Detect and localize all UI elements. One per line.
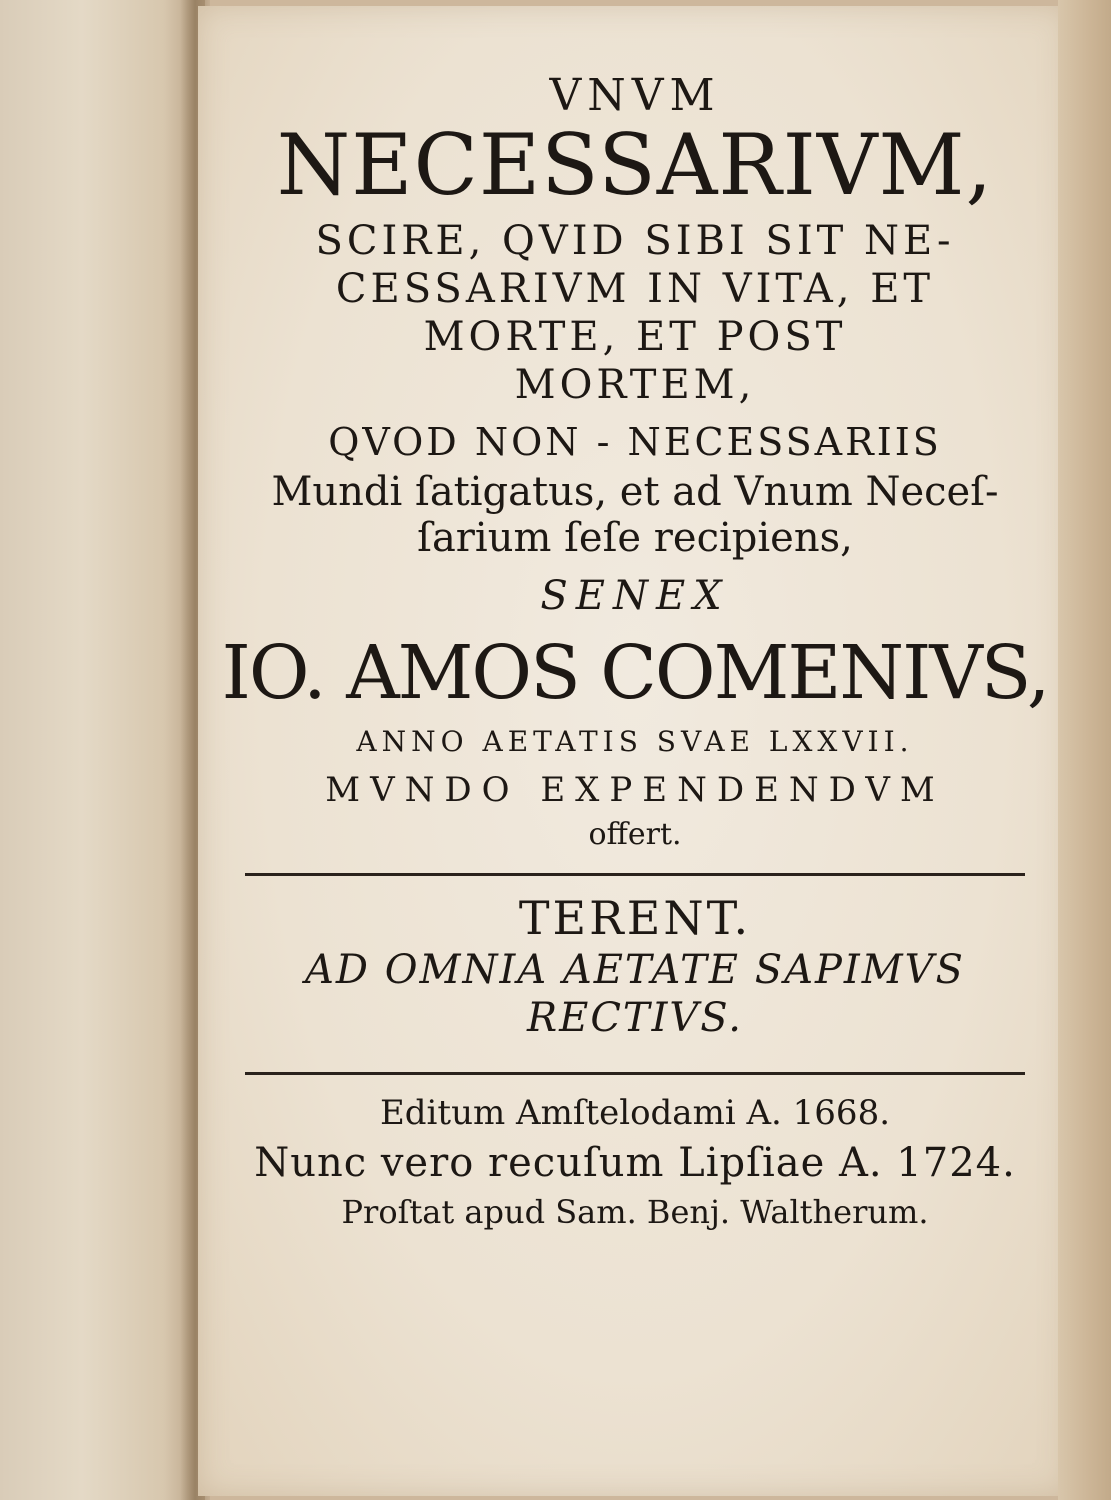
title-page-text	[220, 70, 1050, 1235]
imprint-line-3: Proſtat apud Sam. Benj. Waltherum.	[341, 1193, 929, 1231]
quote-line-2: RECTIVS.	[527, 995, 743, 1041]
rule-top	[245, 873, 1025, 876]
subtitle-line-3: MORTE, ET POST	[423, 314, 847, 360]
quote-line-1: AD OMNIA AETATE SAPIMVS	[305, 947, 965, 993]
senex: SENEX	[540, 573, 730, 619]
left-page	[0, 0, 205, 1500]
imprint-line-1: Editum Amſtelodami A. 1668.	[379, 1093, 891, 1133]
offer-caps: MVNDO EXPENDENDVM	[325, 770, 945, 810]
page-edge	[1058, 0, 1111, 1500]
clause-line-2: ſarium ſeſe recipiens,	[417, 515, 853, 561]
subtitle-line-1: SCIRE, QVID SIBI SIT NE-	[315, 218, 955, 264]
clause-line-1: Mundi ſatigatus, et ad Vnum Neceſ-	[271, 469, 999, 515]
main-title: NECESSARIVM,	[276, 116, 994, 214]
clause-caps: QVOD NON - NECESSARIIS	[328, 420, 942, 464]
offer: offert.	[588, 817, 682, 852]
rule-bottom	[245, 1072, 1025, 1075]
quote-author: TERENT.	[518, 891, 752, 945]
title-line-1: VNVM	[549, 70, 721, 121]
imprint-line-2: Nunc vero recuſum Lipſiae A. 1724.	[254, 1140, 1016, 1186]
author-name: IO. AMOS COMENIVS,	[221, 630, 1049, 716]
subtitle-line-4: MORTEM,	[514, 362, 756, 408]
author-age: ANNO AETATIS SVAE LXXVII.	[356, 725, 914, 758]
subtitle-line-2: CESSARIVM IN VITA, ET	[335, 266, 935, 312]
